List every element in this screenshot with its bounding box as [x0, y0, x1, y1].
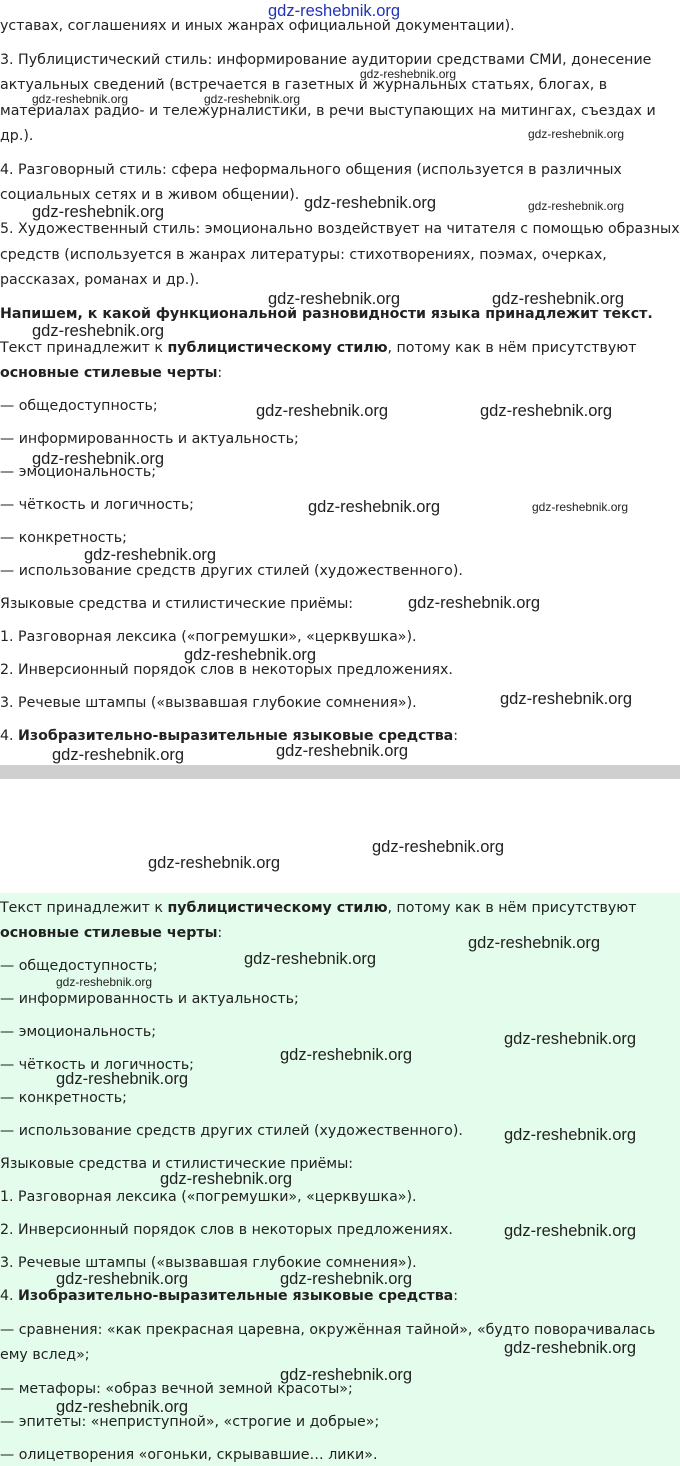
list-item	[0, 561, 463, 581]
line-text: — использование средств других стилей (художественного).	[0, 563, 463, 579]
watermark: gdz-reshebnik.org	[360, 67, 457, 81]
watermark: gdz-reshebnik.org	[204, 92, 301, 106]
line-text: — общедоступность;	[0, 958, 158, 974]
line-text: средств (используется в жанрах литературы: стихотворениях, поэмах, очерках,	[0, 247, 607, 263]
line-text: Языковые средства и стилистические приёмы:	[0, 1156, 354, 1172]
text-line	[0, 126, 33, 146]
watermark: gdz-reshebnik.org	[56, 975, 153, 989]
list-item	[0, 693, 417, 713]
list-item	[0, 495, 194, 515]
means-heading: Изобразительно-выразительные языковые средства	[18, 1288, 454, 1304]
watermark: gdz-reshebnik.org	[500, 690, 633, 708]
line-text: 2. Инверсионный порядок слов в некоторых предложениях.	[0, 662, 453, 678]
watermark: gdz-reshebnik.org	[276, 742, 409, 760]
watermark: gdz-reshebnik.org	[52, 746, 185, 764]
watermark: gdz-reshebnik.org	[504, 1126, 637, 1144]
style-name: публицистическому стилю	[167, 900, 388, 916]
watermark: gdz-reshebnik.org	[528, 127, 625, 141]
watermark: gdz-reshebnik.org	[56, 1070, 189, 1088]
line-text: ему вслед»;	[0, 1347, 90, 1363]
line-text: социальных сетях и в живом общении).	[0, 187, 300, 203]
watermark: gdz-reshebnik.org	[256, 402, 389, 420]
line-text: — эмоциональность;	[0, 464, 156, 480]
line-text: 3. Речевые штампы («вызвавшая глубокие сомнения»).	[0, 695, 417, 711]
line-text: , потому как в нём присутствуют	[387, 340, 637, 356]
watermark: gdz-reshebnik.org	[504, 1222, 637, 1240]
watermark: gdz-reshebnik.org	[504, 1339, 637, 1357]
list-item	[0, 989, 299, 1009]
line-text: 1. Разговорная лексика («погремушки», «церквушка»).	[0, 1189, 417, 1205]
list-item	[0, 1220, 453, 1240]
line-text: Текст принадлежит к	[0, 900, 168, 916]
section-divider	[0, 765, 680, 779]
watermark: gdz-reshebnik.org	[184, 646, 317, 664]
watermark: gdz-reshebnik.org	[32, 450, 165, 468]
style-name: публицистическому стилю	[167, 340, 388, 356]
line-text: :	[453, 728, 459, 744]
line-text: :	[217, 365, 223, 381]
list-item	[0, 1320, 655, 1340]
text-line	[0, 363, 222, 383]
line-text: 4.	[0, 728, 19, 744]
watermark: gdz-reshebnik.org	[408, 594, 541, 612]
line-text: 5. Художественный стиль: эмоционально воздействует на читателя с помощью образных	[0, 221, 680, 237]
watermark: gdz-reshebnik.org	[280, 1366, 413, 1384]
watermark: gdz-reshebnik.org	[492, 290, 625, 308]
watermark: gdz-reshebnik.org	[528, 199, 625, 213]
watermark: gdz-reshebnik.org	[532, 500, 629, 514]
watermark: gdz-reshebnik.org	[32, 203, 165, 221]
list-item	[0, 1022, 156, 1042]
watermark: gdz-reshebnik.org	[244, 950, 377, 968]
line-text: Языковые средства и стилистические приёмы:	[0, 596, 354, 612]
watermark: gdz-reshebnik.org	[468, 934, 601, 952]
line-text: актуальных сведений (встречается в газетных и журнальных статьях, блогах, в	[0, 77, 608, 93]
line-text: — сравнения: «как прекрасная царевна, окружённая тайной», «будто поворачивалась	[0, 1322, 656, 1338]
line-text: — конкретность;	[0, 1090, 127, 1106]
watermark: gdz-reshebnik.org	[308, 498, 441, 516]
watermark: gdz-reshebnik.org	[280, 1270, 413, 1288]
line-text: 1. Разговорная лексика («погремушки», «церквушка»).	[0, 629, 417, 645]
line-text: — использование средств других стилей (художественного).	[0, 1123, 463, 1139]
line-text: — эмоциональность;	[0, 1024, 156, 1040]
line-text: материалах радио- и тележурналистики, в речи выступающих на митингах, съездах и	[0, 103, 656, 119]
list-item	[0, 1286, 458, 1306]
line-text: — информированность и актуальность;	[0, 991, 299, 1007]
watermark: gdz-reshebnik.org	[32, 92, 129, 106]
list-item	[0, 429, 299, 449]
watermark: gdz-reshebnik.org	[280, 1046, 413, 1064]
line-text: :	[217, 925, 223, 941]
watermark: gdz-reshebnik.org	[56, 1270, 189, 1288]
watermark: gdz-reshebnik.org	[148, 854, 281, 872]
watermark: gdz-reshebnik.org	[480, 402, 613, 420]
watermark: gdz-reshebnik.org	[268, 290, 401, 308]
features-heading: основные стилевые черты	[0, 365, 218, 381]
line-text: 3. Публицистический стиль: информирование аудитории средствами СМИ, донесение	[0, 52, 652, 68]
watermark: gdz-reshebnik.org	[372, 838, 505, 856]
line-text: — чёткость и логичность;	[0, 1057, 194, 1073]
text-line	[0, 245, 607, 265]
list-item	[0, 1445, 377, 1465]
watermark: gdz-reshebnik.org	[32, 322, 165, 340]
list-item	[0, 396, 158, 416]
means-heading: Изобразительно-выразительные языковые средства	[18, 728, 454, 744]
watermark: gdz-reshebnik.org	[160, 1170, 293, 1188]
line-text: уставах, соглашениях и иных жанрах официальной документации).	[0, 18, 515, 34]
line-text: рассказах, романах и др.).	[0, 272, 200, 288]
line-text: — конкретность;	[0, 530, 127, 546]
line-text: 2. Инверсионный порядок слов в некоторых предложениях.	[0, 1222, 453, 1238]
watermark: gdz-reshebnik.org	[268, 2, 401, 20]
watermark: gdz-reshebnik.org	[56, 1398, 189, 1416]
text-line	[0, 16, 515, 36]
list-item	[0, 1345, 90, 1365]
line-text: — чёткость и логичность;	[0, 497, 194, 513]
line-text: — олицетворения «огоньки, скрывавшие… лики».	[0, 1447, 378, 1463]
text-line	[0, 50, 651, 70]
features-heading: основные стилевые черты	[0, 925, 218, 941]
text-line	[0, 160, 622, 180]
line-text: — метафоры: «образ вечной земной красоты»;	[0, 1381, 353, 1397]
text-line	[0, 923, 222, 943]
line-text: 4.	[0, 1288, 19, 1304]
text-line	[0, 594, 353, 614]
line-text: — эпитеты: «неприступной», «строгие и добрые»;	[0, 1414, 380, 1430]
list-item	[0, 1088, 127, 1108]
line-text: — информированность и актуальность;	[0, 431, 299, 447]
line-text: Текст принадлежит к	[0, 340, 168, 356]
line-text: — общедоступность;	[0, 398, 158, 414]
text-line	[0, 270, 199, 290]
text-line	[0, 338, 636, 358]
heading-text: Напишем, к какой функциональной разновидности языка принадлежит текст.	[0, 306, 653, 322]
line-text: др.).	[0, 128, 34, 144]
text-line	[0, 219, 680, 239]
watermark: gdz-reshebnik.org	[304, 194, 437, 212]
list-item	[0, 1121, 463, 1141]
watermark: gdz-reshebnik.org	[504, 1030, 637, 1048]
line-text: 4. Разговорный стиль: сфера неформального общения (используется в различных	[0, 162, 622, 178]
line-text: 3. Речевые штампы («вызвавшая глубокие сомнения»).	[0, 1255, 417, 1271]
list-item	[0, 627, 417, 647]
watermark: gdz-reshebnik.org	[84, 546, 217, 564]
text-line	[0, 898, 636, 918]
line-text: , потому как в нём присутствуют	[387, 900, 637, 916]
list-item	[0, 1187, 417, 1207]
line-text: :	[453, 1288, 459, 1304]
